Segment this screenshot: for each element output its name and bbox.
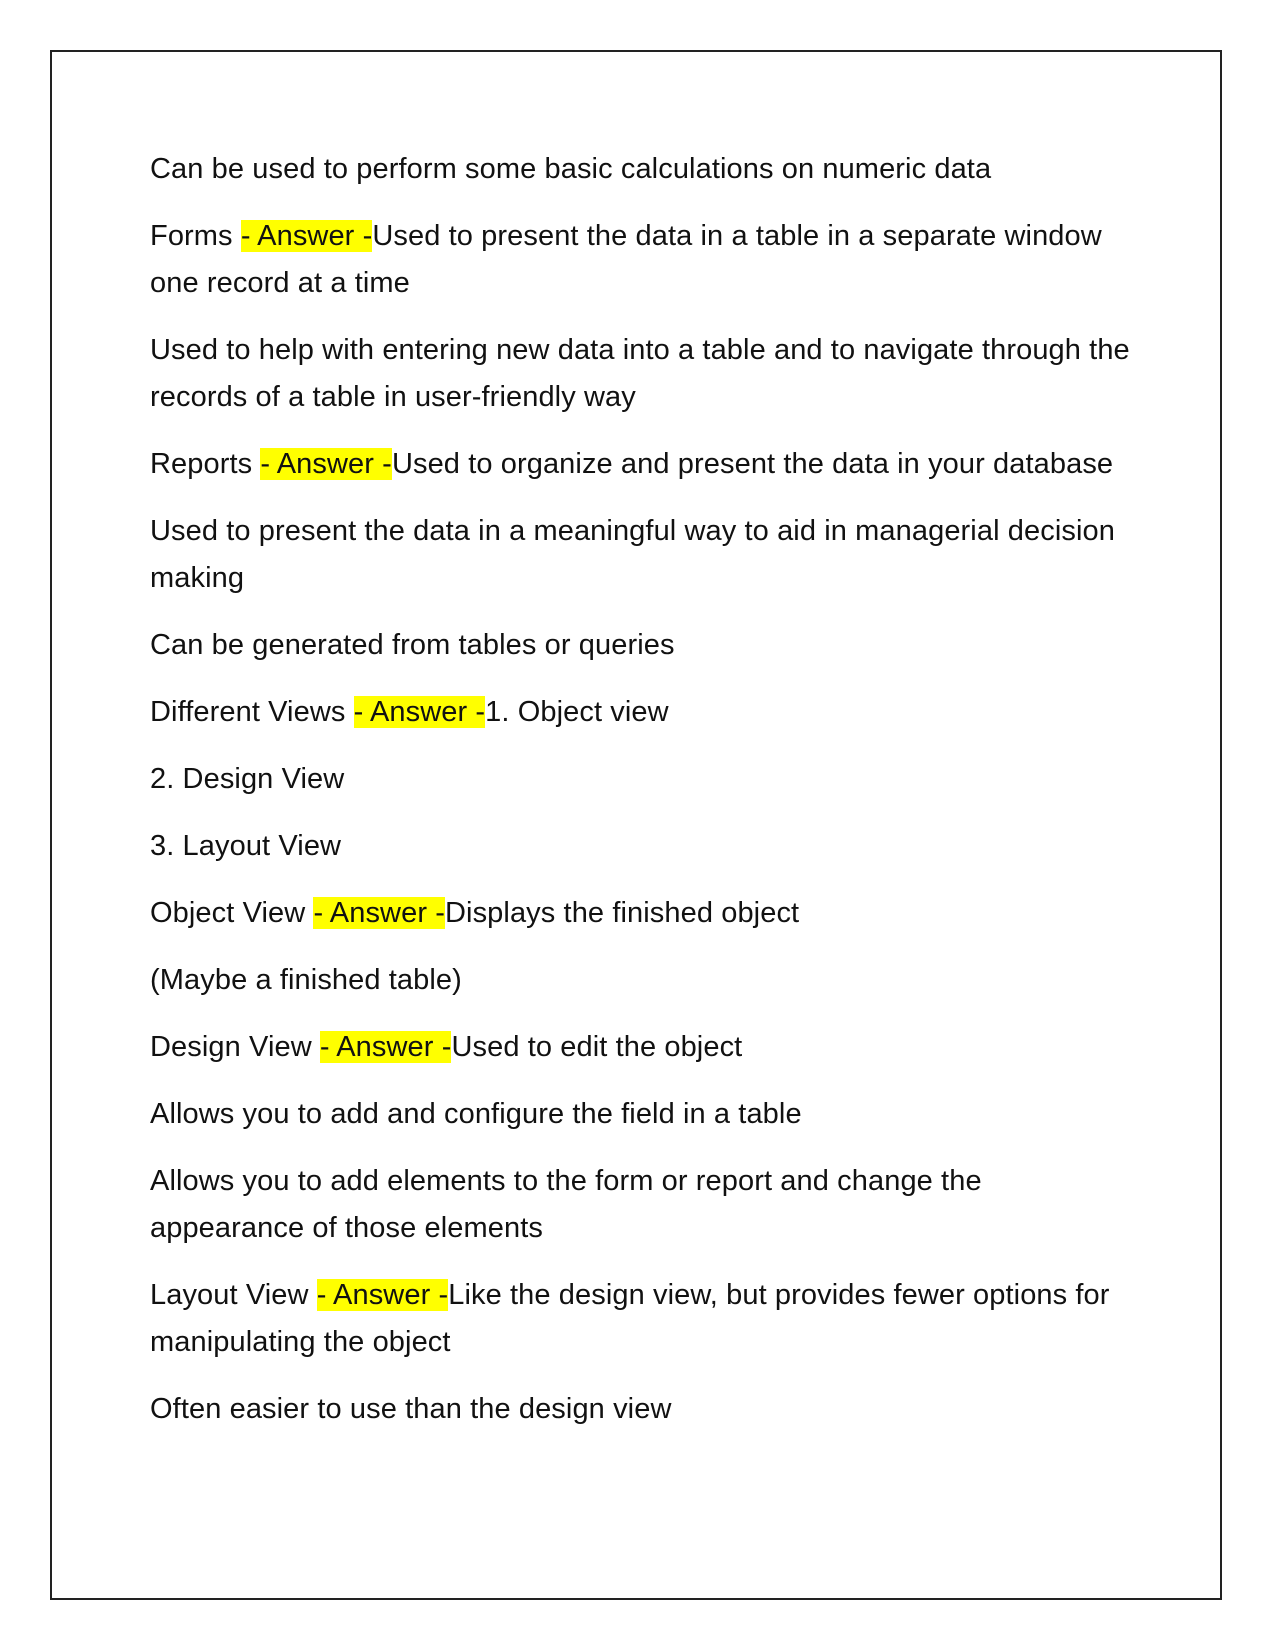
paragraph-object-view	[150, 890, 1130, 937]
answer-highlight: - Answer -	[313, 897, 445, 929]
paragraph-text: Displays the finished object	[445, 897, 800, 929]
paragraph-text: (Maybe a finished table)	[150, 964, 462, 996]
paragraph-term: Object View	[150, 897, 314, 929]
paragraph-forms	[150, 213, 1130, 307]
paragraph-text: Allows you to add elements to the form or report and change the appearance of those elements	[150, 1165, 982, 1244]
paragraph-design-view-fields	[150, 1091, 1130, 1138]
answer-highlight: - Answer -	[319, 1031, 452, 1063]
paragraph-text: 2. Design View	[150, 763, 345, 795]
paragraph-text: Used to organize and present the data in your database	[391, 448, 1114, 480]
answer-highlight: - Answer -	[353, 696, 486, 728]
paragraph-term: Design View	[150, 1031, 320, 1063]
paragraph-term: Different Views	[150, 696, 354, 728]
answer-highlight: - Answer -	[240, 220, 373, 252]
paragraph-layout-view-item	[150, 823, 1130, 870]
paragraph-design-view	[150, 1024, 1130, 1071]
paragraph-different-views	[150, 689, 1130, 736]
paragraph-layout-view-detail	[150, 1386, 1130, 1433]
paragraph-term: Layout View	[150, 1279, 317, 1311]
paragraph-text: Can be used to perform some basic calculations on numeric data	[150, 153, 992, 185]
paragraph-text: Can be generated from tables or queries	[150, 629, 675, 661]
paragraph-reports-detail	[150, 508, 1130, 602]
paragraph-text: 3. Layout View	[150, 830, 342, 862]
paragraph-text: Like the design view, but provides fewer options for manipulating the object	[150, 1279, 1110, 1358]
paragraph-forms-detail	[150, 327, 1130, 421]
paragraph-text: 1. Object view	[485, 696, 669, 728]
paragraph-text: Used to edit the object	[451, 1031, 743, 1063]
paragraph-text: Used to present the data in a meaningful way to aid in managerial decision making	[150, 515, 1115, 594]
paragraph-design-view-elements	[150, 1158, 1130, 1252]
paragraph-text: Used to present the data in a table in a separate window one record at a time	[150, 220, 1102, 299]
answer-highlight: - Answer -	[260, 448, 392, 480]
paragraph-design-view-item	[150, 756, 1130, 803]
paragraph-text: Often easier to use than the design view	[150, 1393, 672, 1425]
answer-highlight: - Answer -	[316, 1279, 449, 1311]
paragraph-term: Reports	[150, 448, 261, 480]
paragraph-text: Allows you to add and configure the field in a table	[150, 1098, 802, 1130]
paragraph-reports	[150, 441, 1130, 488]
paragraph-term: Forms	[150, 220, 241, 252]
paragraph-layout-view	[150, 1272, 1130, 1366]
paragraph-text: Used to help with entering new data into a table and to navigate through the records of a table in user-friendly way	[150, 334, 1130, 413]
paragraph-reports-source	[150, 622, 1130, 669]
paragraph-calculations	[150, 146, 1130, 193]
document-body	[150, 146, 1130, 1453]
paragraph-object-view-detail	[150, 957, 1130, 1004]
